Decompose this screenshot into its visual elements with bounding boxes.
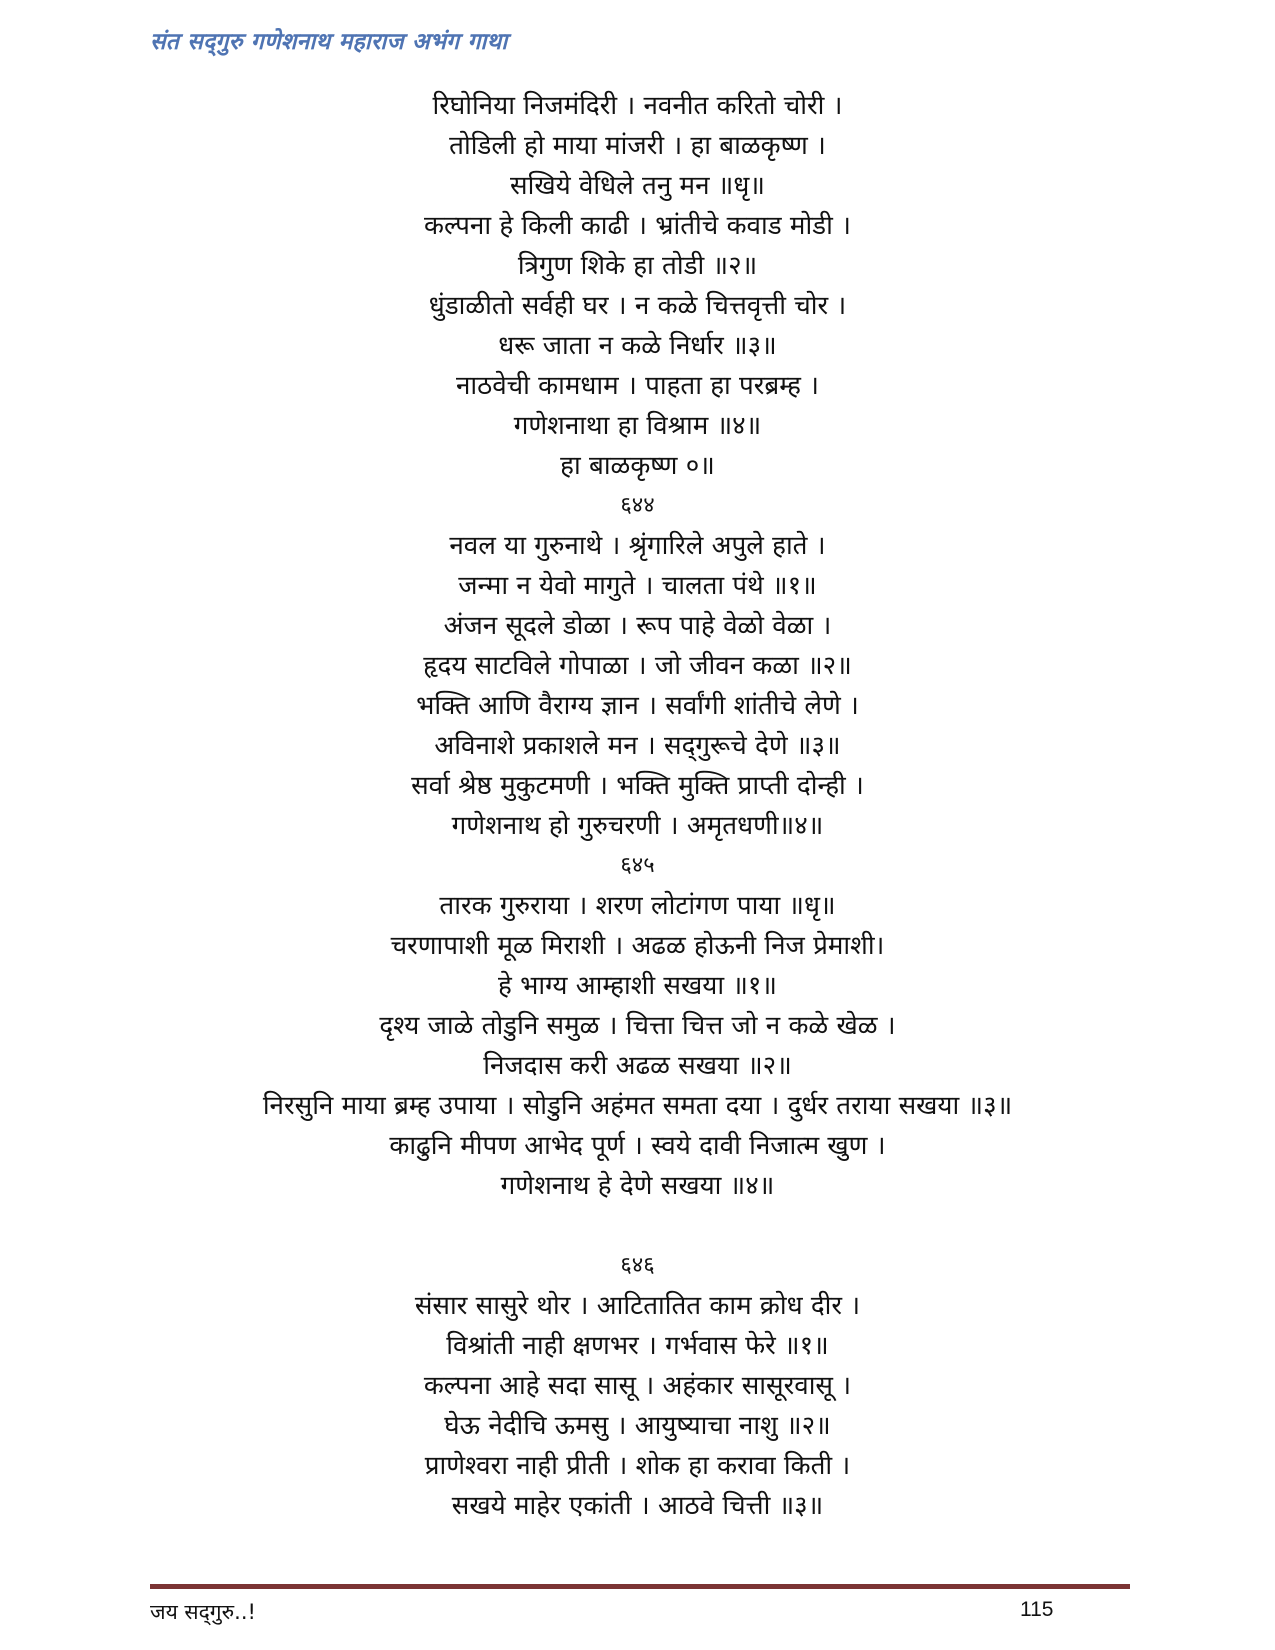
verse-line: दृश्य जाळे तोडुनि समुळ । चित्ता चित्त जो न कळे खेळ । [379, 1011, 896, 1041]
verse-line: धरू जाता न कळे निर्धार ॥३॥ [498, 331, 777, 361]
verse-line: निरसुनि माया ब्रम्ह उपाया । सोडुनि अहंमत समता दया । दुर्धर तराया सखया ॥३॥ [262, 1091, 1013, 1121]
blank-line [0, 1206, 1275, 1246]
verse-line: संसार सासुरे थोर । आटितातित काम क्रोध दीर । [414, 1291, 861, 1321]
abhang-number: ६४५ [620, 853, 655, 878]
verse-line: विश्रांती नाही क्षणभर । गर्भवास फेरे ॥१॥ [446, 1331, 829, 1361]
verse-line: तोडिली हो माया मांजरी । हा बाळकृष्ण । [449, 131, 826, 161]
verse-line: नवल या गुरुनाथे । श्रृंगारिले अपुले हाते । [449, 531, 826, 561]
page-header-title: संत सद्‌गुरु गणेशनाथ महाराज अभंग गाथा [150, 29, 508, 55]
verse-line: गणेशनाथ हे देणे सखया ॥४॥ [500, 1171, 775, 1201]
verse-line: हृदय साटविले गोपाळा । जो जीवन कळा ॥२॥ [423, 651, 852, 681]
verse-line: तारक गुरुराया । शरण लोटांगण पाया ॥धृ॥ [439, 891, 836, 921]
verse-line: भक्ति आणि वैराग्य ज्ञान । सर्वांगी शांतीचे लेणे । [416, 691, 859, 721]
verse-line: रिघोनिया निजमंदिरी । नवनीत करितो चोरी । [432, 91, 843, 121]
verse-line: हे भाग्य आम्हाशी सखया ॥१॥ [498, 971, 777, 1001]
verse-line: सखिये वेधिले तनु मन ॥धृ॥ [510, 171, 765, 201]
abhang-text-block [0, 86, 1275, 1526]
verse-line: प्राणेश्वरा नाही प्रीती । शोक हा करावा किती । [424, 1451, 851, 1481]
verse-line: नाठवेची कामधाम । पाहता हा परब्रम्ह । [455, 371, 820, 401]
verse-line: कल्पना हे किली काढी । भ्रांतीचे कवाड मोडी । [424, 211, 851, 241]
verse-line: कल्पना आहे सदा सासू । अहंकार सासूरवासू । [423, 1371, 852, 1401]
verse-line: हा बाळकृष्ण ०॥ [560, 451, 715, 481]
verse-line: अंजन सूदले डोळा । रूप पाहे वेळो वेळा । [443, 611, 832, 641]
footer-divider [150, 1584, 1130, 1589]
verse-line: निजदास करी अढळ सखया ॥२॥ [483, 1051, 792, 1081]
verse-line: गणेशनाथ हो गुरुचरणी । अमृतधणी॥४॥ [451, 811, 824, 841]
verse-line: सर्वा श्रेष्ठ मुकुटमणी । भक्ति मुक्ति प्राप्ती दोन्ही । [411, 771, 864, 801]
abhang-number: ६४४ [620, 493, 655, 518]
verse-line: घेऊ नेदीचि ऊमसु । आयुष्याचा नाशु ॥२॥ [444, 1411, 831, 1441]
verse-line: गणेशनाथा हा विश्राम ॥४॥ [513, 411, 762, 441]
verse-line: जन्मा न येवो मागुते । चालता पंथे ॥१॥ [458, 571, 817, 601]
verse-line: अविनाशे प्रकाशले मन । सद्‌गुरूचे देणे ॥३॥ [434, 731, 841, 761]
verse-line: काढुनि मीपण आभेद पूर्ण । स्वये दावी निजात्म खुण । [389, 1131, 886, 1161]
verse-line: चरणापाशी मूळ मिराशी । अढळ होऊनी निज प्रेमाशी। [390, 931, 885, 961]
verse-line: सखये माहेर एकांती । आठवे चित्ती ॥३॥ [451, 1491, 824, 1521]
footer-text: जय सद्‌गुरु..! [150, 1600, 256, 1624]
verse-line: त्रिगुण शिके हा तोडी ॥२॥ [517, 251, 758, 281]
page-number: 115 [1020, 1598, 1054, 1621]
abhang-number: ६४६ [620, 1253, 655, 1278]
verse-line: धुंडाळीतो सर्वही घर । न कळे चित्तवृत्ती चोर । [428, 291, 847, 321]
